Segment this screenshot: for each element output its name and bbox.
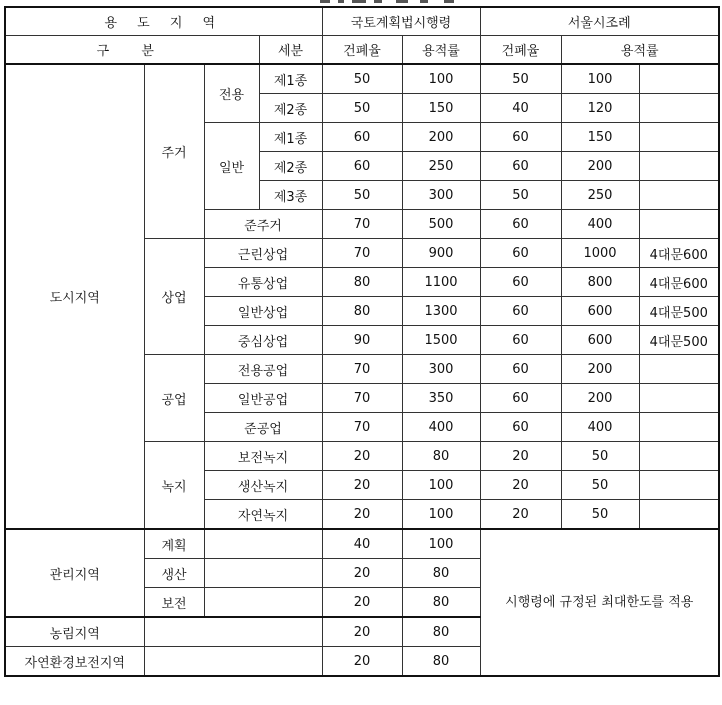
seoul-far-cell: 400	[561, 413, 639, 442]
note-cell	[639, 413, 719, 442]
residential-label: 주거	[144, 64, 204, 239]
note-cell	[639, 210, 719, 239]
empty-cell	[204, 559, 322, 588]
national-bcr-cell: 20	[322, 559, 402, 588]
national-far-cell: 80	[402, 588, 480, 618]
seoul-bcr-cell: 50	[480, 64, 561, 94]
seoul-max-limit-note: 시행령에 규정된 최대한도를 적용	[480, 529, 719, 676]
national-bcr-cell: 20	[322, 471, 402, 500]
national-far-cell: 1500	[402, 326, 480, 355]
national-far-cell: 100	[402, 500, 480, 530]
national-bcr-cell: 20	[322, 617, 402, 647]
national-far-cell: 400	[402, 413, 480, 442]
national-header: 국토계획법시행령	[322, 7, 480, 36]
note-cell	[639, 442, 719, 471]
seoul-far-cell: 50	[561, 471, 639, 500]
national-bcr-cell: 50	[322, 181, 402, 210]
national-bcr-cell: 20	[322, 500, 402, 530]
national-far-cell: 300	[402, 355, 480, 384]
note-cell: 4대문500	[639, 326, 719, 355]
seoul-bcr-cell: 60	[480, 326, 561, 355]
national-bcr-cell: 70	[322, 384, 402, 413]
subdivision-cell: 제1종	[259, 123, 322, 152]
empty-cell	[204, 588, 322, 618]
seoul-bcr-cell: 60	[480, 239, 561, 268]
empty-cell	[144, 617, 322, 647]
subdivision-cell: 제1종	[259, 64, 322, 94]
zone-header: 용 도 지 역	[5, 7, 322, 36]
national-far-cell: 100	[402, 64, 480, 94]
subdivision-cell: 생산녹지	[204, 471, 322, 500]
national-bcr-cell: 20	[322, 647, 402, 677]
industrial-label: 공업	[144, 355, 204, 442]
general-label: 일반	[204, 123, 259, 210]
national-bcr-cell: 70	[322, 413, 402, 442]
seoul-far-cell: 50	[561, 442, 639, 471]
national-bcr-cell: 60	[322, 123, 402, 152]
seoul-far-cell: 600	[561, 297, 639, 326]
zoning-ratio-table	[4, 6, 720, 677]
note-cell	[639, 94, 719, 123]
management-area-label: 관리지역	[5, 529, 144, 617]
national-far-cell: 80	[402, 647, 480, 677]
seoul-bcr-cell: 60	[480, 297, 561, 326]
subdivision-cell: 보전녹지	[204, 442, 322, 471]
note-cell	[639, 64, 719, 94]
seoul-far-cell: 50	[561, 500, 639, 530]
header-row-2	[5, 36, 719, 65]
note-cell: 4대문500	[639, 297, 719, 326]
national-far-cell: 350	[402, 384, 480, 413]
subdivision-cell: 준공업	[204, 413, 322, 442]
national-bcr-cell: 80	[322, 297, 402, 326]
subdivision-cell: 생산	[144, 559, 204, 588]
subdivision-cell: 근린상업	[204, 239, 322, 268]
exclusive-label: 전용	[204, 64, 259, 123]
seoul-bcr-cell: 20	[480, 500, 561, 530]
seoul-far-cell: 1000	[561, 239, 639, 268]
subdivision-cell: 자연녹지	[204, 500, 322, 530]
empty-cell	[144, 647, 322, 677]
seoul-bcr-cell: 60	[480, 384, 561, 413]
national-bcr-cell: 50	[322, 94, 402, 123]
table-row	[5, 529, 719, 559]
national-far-cell: 100	[402, 471, 480, 500]
national-far-cell: 80	[402, 559, 480, 588]
national-far-cell: 300	[402, 181, 480, 210]
national-bcr-cell: 90	[322, 326, 402, 355]
national-bcr-cell: 70	[322, 239, 402, 268]
subdivision-cell: 중심상업	[204, 326, 322, 355]
seoul-bcr-cell: 20	[480, 471, 561, 500]
national-far-cell: 250	[402, 152, 480, 181]
commercial-label: 상업	[144, 239, 204, 355]
subdivision-cell: 제2종	[259, 94, 322, 123]
nature-conservation-area-label: 자연환경보전지역	[5, 647, 144, 677]
seoul-bcr-cell: 60	[480, 268, 561, 297]
subdivision-cell: 준주거	[204, 210, 322, 239]
national-bcr-cell: 70	[322, 355, 402, 384]
national-bcr-cell: 50	[322, 64, 402, 94]
note-cell	[639, 355, 719, 384]
subdivision-cell: 일반상업	[204, 297, 322, 326]
table-row	[5, 64, 719, 94]
subdivision-cell: 일반공업	[204, 384, 322, 413]
note-cell: 4대문600	[639, 268, 719, 297]
national-far-header: 용적률	[402, 36, 480, 65]
seoul-far-cell: 800	[561, 268, 639, 297]
green-label: 녹지	[144, 442, 204, 530]
subdivision-cell: 제3종	[259, 181, 322, 210]
seoul-bcr-cell: 60	[480, 123, 561, 152]
national-bcr-header: 건폐율	[322, 36, 402, 65]
seoul-bcr-cell: 60	[480, 152, 561, 181]
subdivision-cell: 계획	[144, 529, 204, 559]
national-bcr-cell: 20	[322, 588, 402, 618]
seoul-header: 서울시조례	[480, 7, 719, 36]
national-far-cell: 1100	[402, 268, 480, 297]
note-cell	[639, 152, 719, 181]
seoul-far-cell: 120	[561, 94, 639, 123]
note-cell: 4대문600	[639, 239, 719, 268]
note-cell	[639, 500, 719, 530]
national-far-cell: 100	[402, 529, 480, 559]
national-far-cell: 200	[402, 123, 480, 152]
seoul-far-cell: 200	[561, 152, 639, 181]
seoul-far-cell: 200	[561, 355, 639, 384]
national-far-cell: 80	[402, 617, 480, 647]
seoul-far-cell: 200	[561, 384, 639, 413]
seoul-bcr-cell: 50	[480, 181, 561, 210]
gubun-header: 구 분	[5, 36, 259, 65]
national-far-cell: 1300	[402, 297, 480, 326]
national-bcr-cell: 40	[322, 529, 402, 559]
seoul-bcr-cell: 60	[480, 210, 561, 239]
national-bcr-cell: 60	[322, 152, 402, 181]
national-far-cell: 80	[402, 442, 480, 471]
note-cell	[639, 471, 719, 500]
seoul-far-header: 용적률	[561, 36, 719, 65]
national-far-cell: 150	[402, 94, 480, 123]
national-bcr-cell: 80	[322, 268, 402, 297]
subdivision-cell: 보전	[144, 588, 204, 618]
seoul-far-cell: 150	[561, 123, 639, 152]
agricultural-area-label: 농림지역	[5, 617, 144, 647]
subdivision-cell: 제2종	[259, 152, 322, 181]
note-cell	[639, 123, 719, 152]
urban-area-label: 도시지역	[5, 64, 144, 529]
seoul-bcr-cell: 40	[480, 94, 561, 123]
national-bcr-cell: 70	[322, 210, 402, 239]
national-far-cell: 900	[402, 239, 480, 268]
note-cell	[639, 384, 719, 413]
national-bcr-cell: 20	[322, 442, 402, 471]
subdiv-header: 세분	[259, 36, 322, 65]
seoul-far-cell: 600	[561, 326, 639, 355]
seoul-bcr-cell: 60	[480, 413, 561, 442]
subdivision-cell: 유통상업	[204, 268, 322, 297]
seoul-bcr-header: 건폐율	[480, 36, 561, 65]
seoul-far-cell: 250	[561, 181, 639, 210]
empty-cell	[204, 529, 322, 559]
seoul-bcr-cell: 20	[480, 442, 561, 471]
note-cell	[639, 181, 719, 210]
seoul-far-cell: 400	[561, 210, 639, 239]
seoul-far-cell: 100	[561, 64, 639, 94]
subdivision-cell: 전용공업	[204, 355, 322, 384]
seoul-bcr-cell: 60	[480, 355, 561, 384]
national-far-cell: 500	[402, 210, 480, 239]
header-row-1	[5, 7, 719, 36]
